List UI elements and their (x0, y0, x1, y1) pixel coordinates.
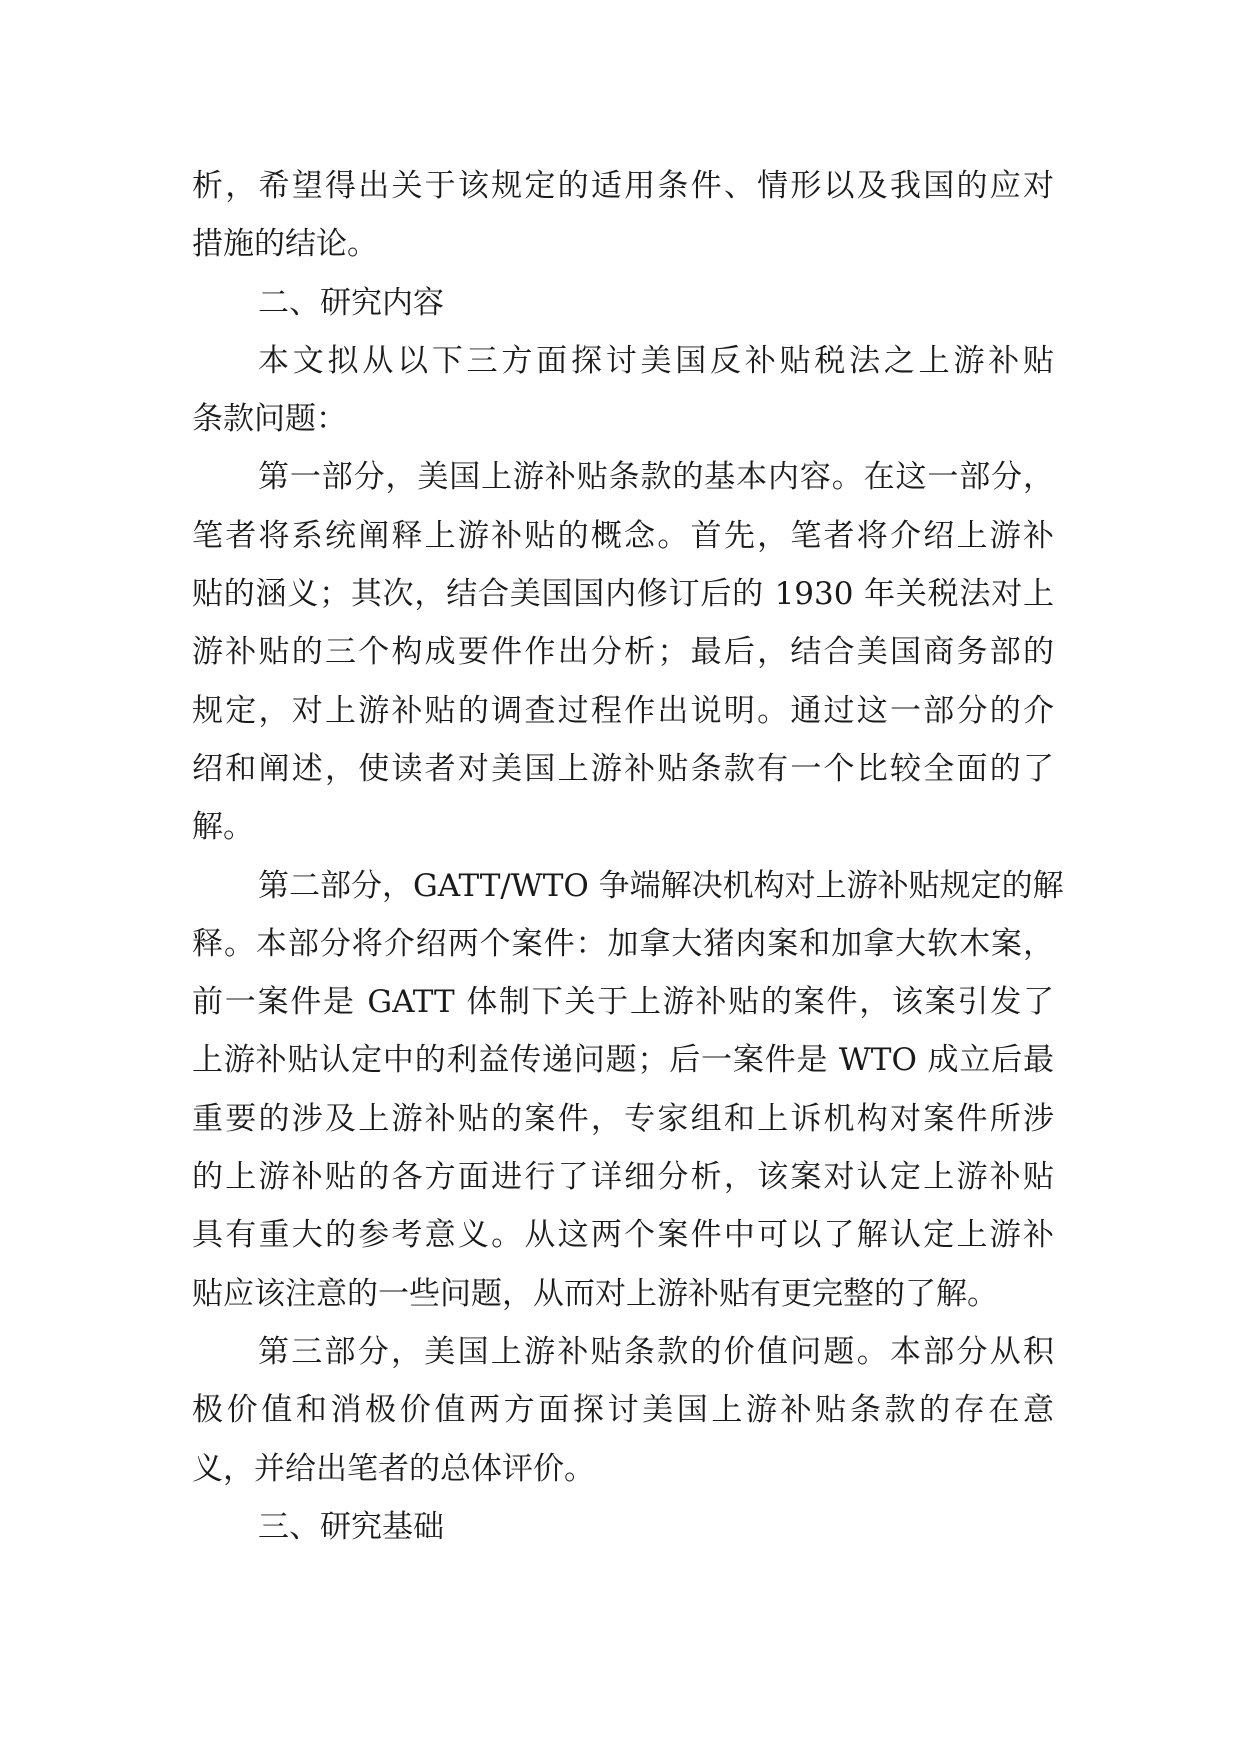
section-heading-research-basis (192, 1498, 1054, 1556)
text-line: 条款问题： (192, 401, 347, 438)
text-line: 第二部分，GATT/WTO 争端解决机构对上游补贴规定的解 (258, 867, 1064, 904)
text-line: 重要的涉及上游补贴的案件，专家组和上诉机构对案件所涉 (192, 1100, 1054, 1137)
text-line: 释。本部分将介绍两个案件：加拿大猪肉案和加拿大软木案， (192, 925, 1054, 962)
text-line: 本文拟从以下三方面探讨美国反补贴税法之上游补贴 (258, 342, 1054, 379)
text-line: 的上游补贴的各方面进行了详细分析，该案对认定上游补贴 (192, 1159, 1054, 1196)
paragraph-part-one (192, 448, 1054, 856)
paragraph-research-intro (192, 332, 1054, 449)
text-line: 贴应该注意的一些问题，从而对上游补贴有更完整的了解。 (192, 1275, 998, 1312)
text-line: 解。 (192, 809, 254, 846)
text-line: 第一部分，美国上游补贴条款的基本内容。在这一部分， (258, 459, 1054, 496)
text-line: 游补贴的三个构成要件作出分析；最后，结合美国商务部的 (192, 634, 1054, 671)
heading-line: 二、研究内容 (258, 284, 444, 321)
text-line: 措施的结论。 (192, 226, 378, 263)
text-line: 贴的涵义；其次，结合美国国内修订后的 1930 年关税法对上 (192, 576, 1054, 613)
text-line: 规定，对上游补贴的调查过程作出说明。通过这一部分的介 (192, 692, 1054, 729)
section-heading-research-content (192, 274, 1054, 332)
text-line: 上游补贴认定中的利益传递问题；后一案件是 WTO 成立后最 (192, 1042, 1054, 1079)
text-line: 义，并给出笔者的总体评价。 (192, 1450, 595, 1487)
paragraph-part-three (192, 1323, 1054, 1498)
document-body (192, 157, 1064, 1556)
text-line: 前一案件是 GATT 体制下关于上游补贴的案件，该案引发了 (192, 984, 1054, 1021)
text-line: 第三部分，美国上游补贴条款的价值问题。本部分从积 (258, 1333, 1054, 1370)
text-line: 析，希望得出关于该规定的适用条件、情形以及我国的应对 (192, 168, 1054, 204)
text-line: 极价值和消极价值两方面探讨美国上游补贴条款的存在意 (192, 1392, 1054, 1429)
text-line: 绍和阐述，使读者对美国上游补贴条款有一个比较全面的了 (192, 750, 1054, 787)
text-line: 具有重大的参考意义。从这两个案件中可以了解认定上游补 (192, 1217, 1054, 1254)
paragraph-intro-tail (192, 157, 1054, 274)
heading-line: 三、研究基础 (258, 1508, 444, 1545)
text-line: 笔者将系统阐释上游补贴的概念。首先，笔者将介绍上游补 (192, 517, 1054, 554)
paragraph-part-two (192, 857, 1064, 1323)
